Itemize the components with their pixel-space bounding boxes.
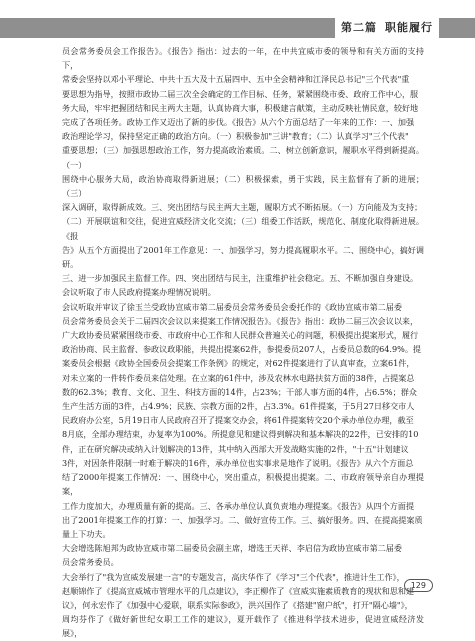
paragraph: 大会增选陈旭邦为政协宣威市第二届委员会副主席，增选王天祥、李启信为政协宣威市第二届委 员会常务委员。 bbox=[62, 543, 402, 568]
paragraph: 会议听取了市人民政府提案办理情况说明。 bbox=[62, 287, 216, 298]
paragraph: 员会常务委员会工作报告》。《报告》指出：过去的一年，在中共宜威市委的领导和有关方面的支持下， 常委会坚持以邓小平理论、中共十五大及十五届四中、五中全会精神和江泽民总书记"三个代表"重 要思想为指导，按照市政协二届三次全会确定的工作目标、任务，紧紧围绕市委、政府工作中心，服 务大局，牢牢把握团结和民主两大主题，认真协商大事，积极建言献策，主动反映社情民意，较好地 完成了各项任务。政协工作又迈出了新的步伐。《报告》从六个方面总结了一年来的工作：一、加强 政治理论学习，保持坚定正确的政治方向。（一）积极参加"三讲"教育；（二）认真学习"三个代表" 重要思想；（三）加强思想政治工作，努力提高政治素质。二、树立创新意识，履职水平得到新提高。（一） 围绕中心服务大局，政治协商取得新进展；（二）积极探索，勇于实践，民主监督有了新的进展；（三） 深入调研，取得新成效。三、突出团结与民主两大主题，履职方式不断拓展。（一）方向能及为支持； （二）开展联谊和交往，促进宜威经济文化交流；（三）组委工作活跃，规范化、制度化取得新进展。《报 告》从五个方面提出了2001年工作意见：一、加强学习，努力提高履职水平。二、围绕中心，搞好调研。 三、进一步加强民主监督工作。四、突出团结与民主，注重维护社会稳定。五、不断加强自身建设。 bbox=[62, 46, 424, 284]
paragraph: 大会举行了"我为宣威发展建一言"的专题发言，高庆华作了《学习"三个代表"，推进计生工作》， 赵顺锦作了《提高宣威城市管理水平的几点建议》，李正柳作了《宣威实施素质教育的现状和思和建 议》，何永宏作了《加强中心爱联，联系实际参政》，洪兴国作了《搭建"窗户纸"，打开"隔心墙"》， 周均芬作了《做好新世纪女职工工作的建议》，夏开载作了《推进科学技术进步，促进宣威经济发展》， bbox=[62, 571, 424, 639]
header-section: 职能履行 bbox=[385, 21, 433, 34]
header-title bbox=[335, 18, 439, 38]
page-header bbox=[0, 18, 475, 38]
page-number: 129 bbox=[404, 579, 433, 592]
page-body bbox=[62, 44, 424, 641]
header-part: 第二篇 bbox=[341, 21, 377, 34]
paragraph: 会议听取并审议了徐玉兰受政协宣威市第二届委员会常务委员会委托作的《政协宣威市第二届委 员会常务委员会关于二届四次会议以来提案工作情况报告》。《报告》指出：政协二届三次会议以来， 广大政协委员紧紧围绕市委、市政府中心工作和人民群众普遍关心的问题，积极提出提案形式，履行 政治协商、民主监督、参政议政职能，共提出提案62件，参提委员207人，占委员总数的64.9%。提 案委员会根据《政协全国委员会提案工作条例》的规定，对62件提案进行了认真审查，立案61件， 对未立案的一件转作委员来信处理。在立案的61件中，涉及农林水电路扶贫方面的38件，占提案总 数的62.3%；教育、文化、卫生、科技方面的14件，占23%；干部人事方面的4件，占6.5%；群众 生产生活方面的3件，占4.9%；民族、宗教方面的2件，占3.3%。61件提案，于5月27日移交市人 民政府办公室，5月19日市人民政府召开了提案交办会，将61件提案转交20个承办单位办理，截至 8月底，全部办理结束，办复率为100%。所提意见和建议得到解决和基本解决的22件，已安排的10 件，正在研究解决或纳入计划解决的13件，其中纳入西部大开发战略实施的2件，"十五"计划建议 3件，对因条件限制一时难于解决的16件，承办单位也实事求是地作了说明。《报告》从六个方面总 结了2000年提案工作情况：一、围绕中心，突出重点，积极提出提案。二、市政府领导亲自办理提案， 工作力度加大，办理质量有新的提高。三、各承办单位认真负责地办理提案。《报告》从四个方面提 出了2001年提案工作的打算：一、加强学习。二、做好宣传工作。三、搞好服务。四、在提高提案质 量上下功夫。 bbox=[62, 301, 424, 539]
